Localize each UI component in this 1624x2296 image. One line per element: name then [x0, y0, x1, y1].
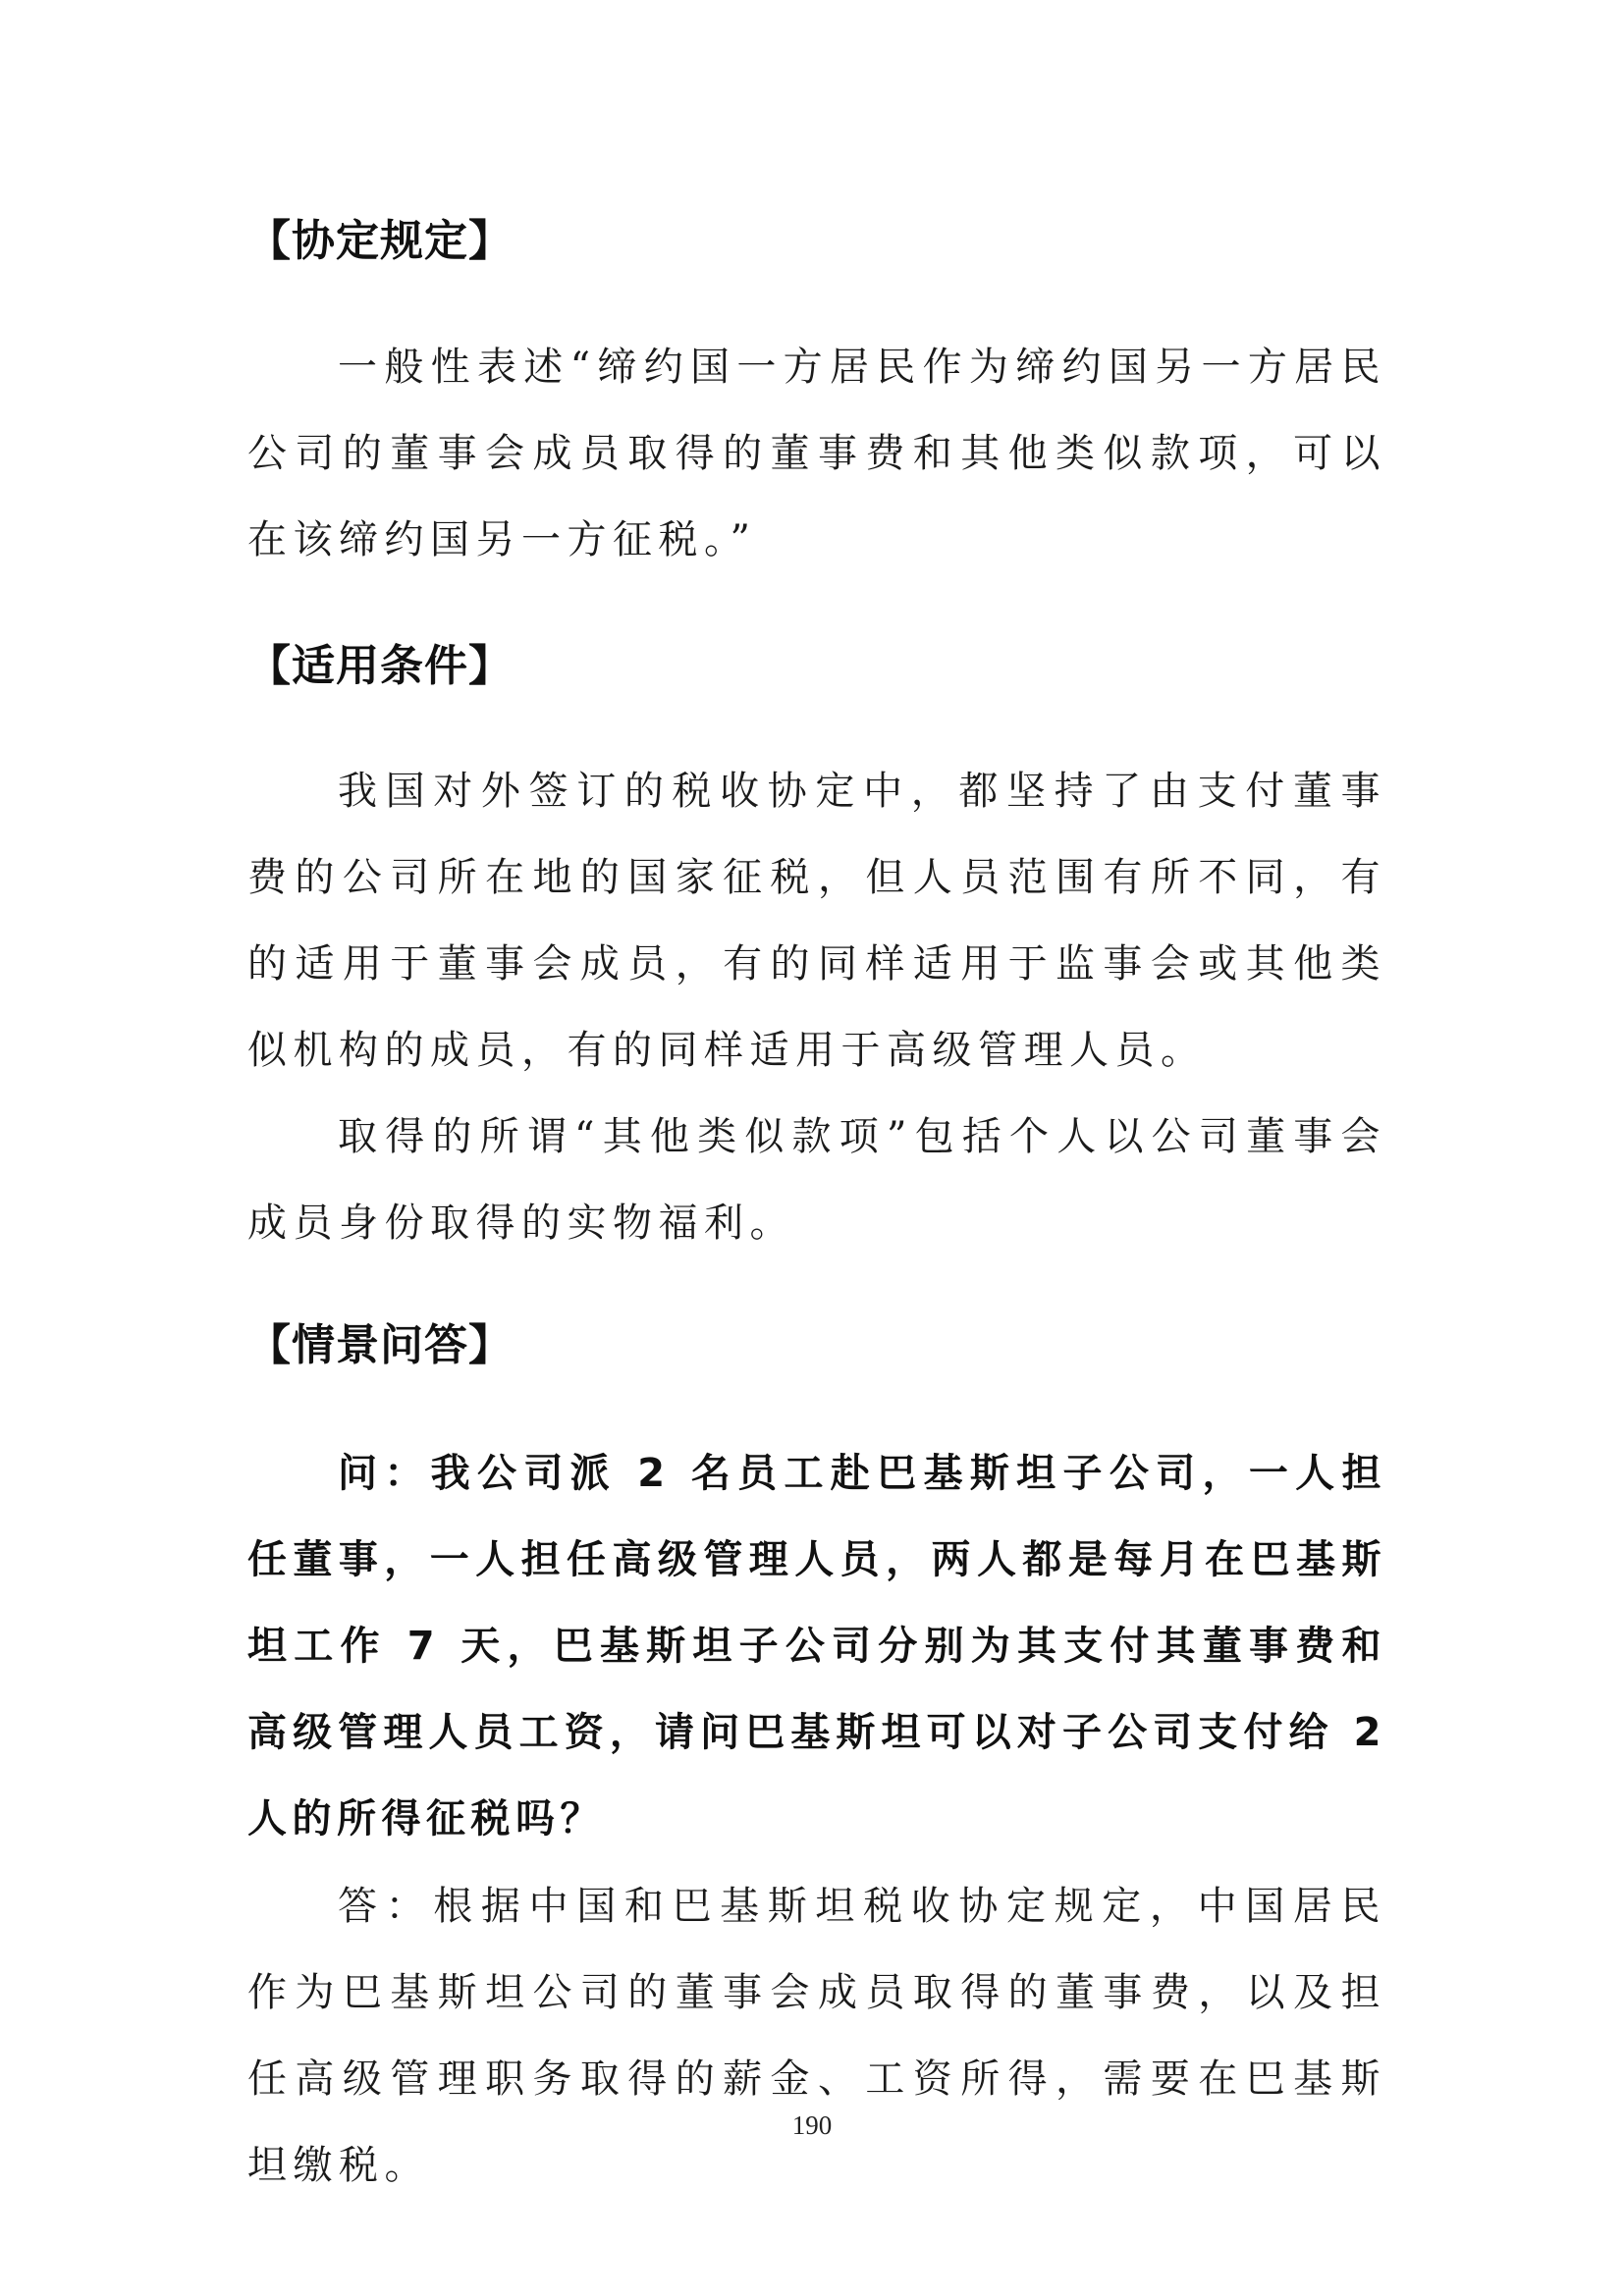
section-heading-agreement: 【协定规定】	[247, 216, 513, 266]
qa-question: 问：我公司派 2 名员工赴巴基斯坦子公司，一人担任董事，一人担任高级管理人员，两人都是每月在巴基斯坦工作 7 天，巴基斯坦子公司分别为其支付其董事费和高级管理人员工资，请问巴基斯坦可以对子公司支付给 2 人的所得征税吗？	[247, 1451, 1386, 1842]
agreement-paragraph: 一般性表述“缔约国一方居民作为缔约国另一方居民公司的董事会成员取得的董事费和其他类似款项，可以在该缔约国另一方征税。”	[247, 345, 1386, 562]
page-number: 190	[791, 2110, 833, 2140]
section-heading-conditions: 【适用条件】	[247, 641, 513, 691]
qa-answer: 答：根据中国和巴基斯坦税收协定规定，中国居民作为巴基斯坦公司的董事会成员取得的董事费，以及担任高级管理职务取得的薪金、工资所得，需要在巴基斯坦缴税。	[247, 1884, 1386, 2188]
conditions-paragraph-1: 我国对外签订的税收协定中，都坚持了由支付董事费的公司所在地的国家征税，但人员范围有所不同，有的适用于董事会成员，有的同样适用于监事会或其他类似机构的成员，有的同样适用于高级管理人员。	[247, 769, 1386, 1073]
section-heading-qa: 【情景问答】	[247, 1320, 513, 1370]
conditions-paragraph-2: 取得的所谓“其他类似款项”包括个人以公司董事会成员身份取得的实物福利。	[247, 1114, 1386, 1246]
